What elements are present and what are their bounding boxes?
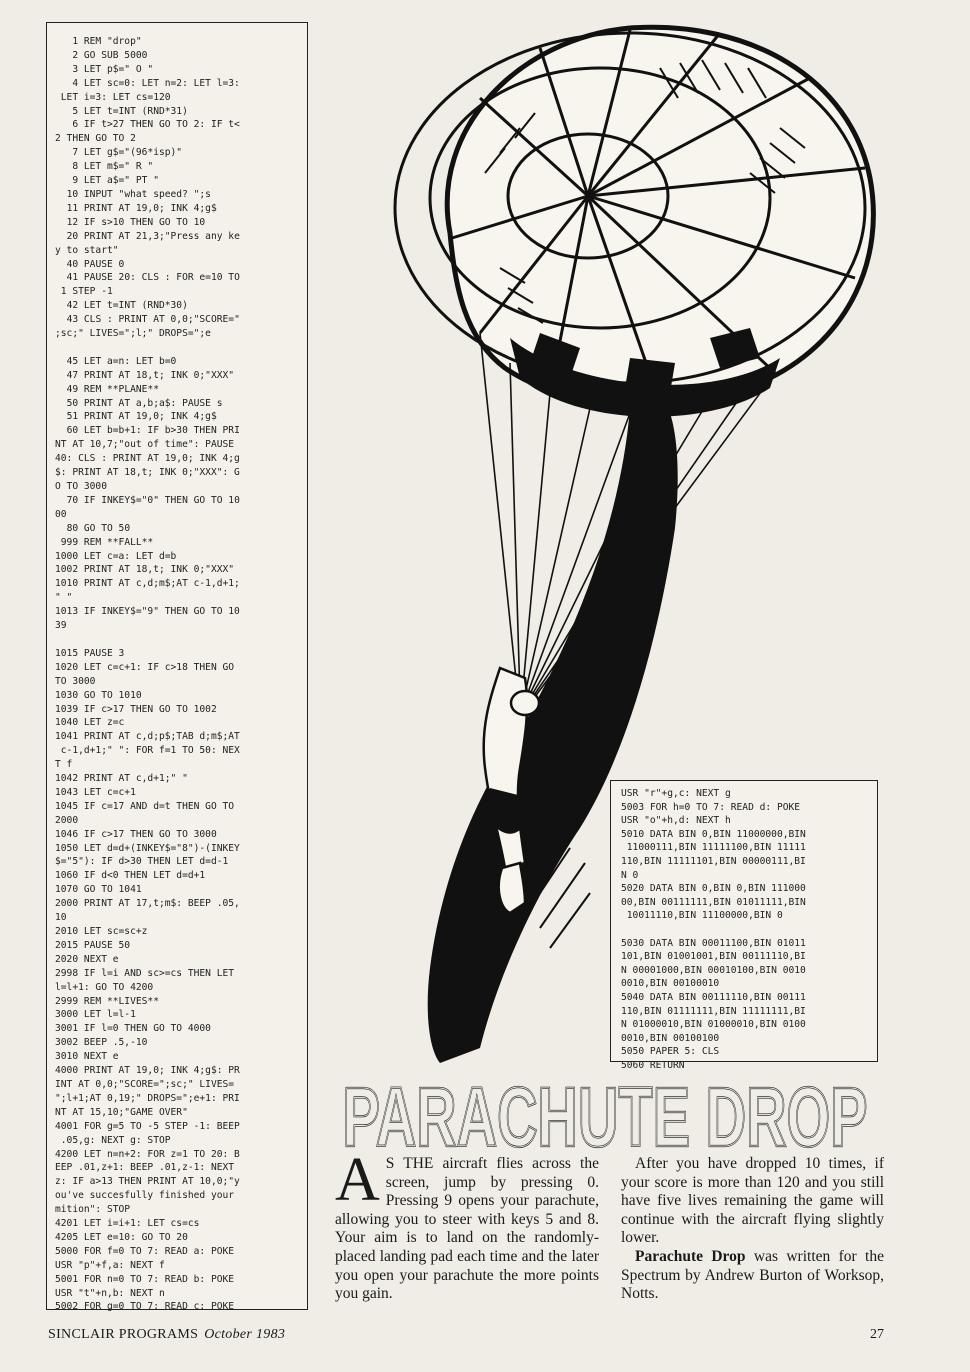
article-column-1 [335,1146,599,1304]
footer-magazine [48,1327,285,1343]
program-listing-main [46,22,308,1313]
drop-cap: A [335,1146,380,1214]
article-title [340,1070,870,1164]
intro-text: S THE aircraft flies across the screen, jump by pressing 0. Pressing 9 opens your parachute, allowing you to steer with keys 5 and 8. Your aim is to land on the randomly-placed landing pad each time and the later you open your parachute the more points you gain. [335,1155,599,1303]
program-listing-side [610,780,878,1071]
basic-code-main: 1 REM "drop" 2 GO SUB 5000 3 LET p$=" O " 4 LET sc=0: LET n=2: LET l=3: LET i=3: LET cs=120 5 LET t=INT (RND*31) 6 IF t>27 THEN GO TO 2: IF t< 2 THEN GO TO 2 7 LET g$="(96*isp)" 8 LET m$=" R " 9 LET a$=" PT " 10 INPUT "what speed? ";s 11 PRINT AT 19,0; INK 4;g$ 12 IF s>10 THEN GO TO 10 20 PRINT AT 21,3;"Press any ke y to start" 40 PAUSE 0 41 PAUSE 20: CLS : FOR e=10 TO 1 STEP -1 42 LET t=INT (RND*30) 43 CLS : PRINT AT 0,0;"SCORE=" ;sc;" LIVES=";l;" DROPS=";e 45 LET a=n: LET b=0 47 PRINT AT 18,t; INK 0;"XXX" 49 REM **PLANE** 50 PRINT AT a,b;a$: PAUSE s 51 PRINT AT 19,0; INK 4;g$ 60 LET b=b+1: IF b>30 THEN PRI NT AT 10,7;"out of time": PAUSE 40: CLS : PRINT AT 19,0; INK 4;g $: PRINT AT 18,t; INK 0;"XXX": G O TO 3000 70 IF INKEY$="0" THEN GO TO 10 00 80 GO TO 50 999 REM **FALL** 1000 LET c=a: LET d=b 1002 PRINT AT 18,t; INK 0;"XXX" 1010 PRINT AT c,d;m$;AT c-1,d+1; " " 1013 IF INKEY$="9" THEN GO TO 10 39 1015 PAUSE 3 1020 LET c=c+1: IF c>18 THEN GO TO 3000 1030 GO TO 1010 1039 IF c>17 THEN GO TO 1002 1040 LET z=c 1041 PRINT AT c,d;p$;TAB d;m$;AT c-1,d+1;" ": FOR f=1 TO 50: NEX T f 1042 PRINT AT c,d+1;" " 1043 LET c=c+1 1045 IF c=17 AND d=t THEN GO TO 2000 1046 IF c>17 THEN GO TO 3000 1050 LET d=d+(INKEY$="8")-(INKEY $="5"): IF d>30 THEN LET d=d-1 1060 IF d<0 THEN LET d=d+1 1070 GO TO 1041 2000 PRINT AT 17,t;m$: BEEP .05, 10 2010 LET sc=sc+z 2015 PAUSE 50 2020 NEXT e 2998 IF l=i AND sc>=cs THEN LET l=l+1: GO TO 4200 2999 REM **LIVES** 3000 LET l=l-1 3001 IF l=0 THEN GO TO 4000 3002 BEEP .5,-10 3010 NEXT e 4000 PRINT AT 19,0; INK 4;g$: PR INT AT 0,0;"SCORE=";sc;" LIVES= ";l+1;AT 0,19;" DROPS=";e+1: PRI NT AT 15,10;"GAME OVER" 4001 FOR g=5 TO -5 STEP -1: BEEP .05,g: NEXT g: STOP 4200 LET n=n+2: FOR z=1 TO 20: B EEP .01,z+1: BEEP .01,z-1: NEXT z: IF a>13 THEN PRINT AT 10,0;"y ou've succesfully finished your mition": STOP 4201 LET i=i+1: LET cs=cs 4205 LET e=10: GO TO 20 5000 FOR f=0 TO 7: READ a: POKE USR "p"+f,a: NEXT f 5001 FOR n=0 TO 7: READ b: POKE USR "t"+n,b: NEXT n 5002 FOR g=0 TO 7: READ c: POKE [55,36,240,1313]
article-column-2 [621,1155,884,1304]
program-name: Parachute Drop [635,1247,746,1265]
title-text: PARACHUTE DROP [342,1070,868,1164]
title-inline: PARACHUTE DROP [342,1070,868,1164]
magazine-name: SINCLAIR PROGRAMS [48,1327,199,1342]
credits-text: was written for the Spectrum by Andrew Burton of Worksop, Notts. [621,1247,884,1303]
paragraph-credits [621,1248,884,1304]
paragraph-conditions: After you have dropped 10 times, if your score is more than 120 and you still have five lives remaining the game will continue with the aircraft flying slightly lower. [621,1155,884,1247]
page-number: 27 [870,1327,884,1342]
basic-code-side: USR "r"+g,c: NEXT g 5003 FOR h=0 TO 7: READ d: POKE USR "o"+h,d: NEXT h 5010 DATA BIN 0,BIN 11000000,BIN 11000111,BIN 11111100,BIN 11111 110,BIN 11111101,BIN 00000111,BI N 0 5020 DATA BIN 0,BIN 0,BIN 111000 00,BIN 00111111,BIN 01011111,BIN 10011110,BIN 11100000,BIN 0 5030 DATA BIN 00011100,BIN 01011 101,BIN 01001001,BIN 00111110,BI N 00001000,BIN 00010100,BIN 0010 0010,BIN 00100010 5040 DATA BIN 00111110,BIN 00111 110,BIN 01111111,BIN 11111111,BI N 01000010,BIN 01000010,BIN 0100 0010,BIN 00100100 5050 PAPER 5: CLS 5060 RETURN [621,788,806,1071]
issue-date: October 1983 [204,1327,286,1342]
